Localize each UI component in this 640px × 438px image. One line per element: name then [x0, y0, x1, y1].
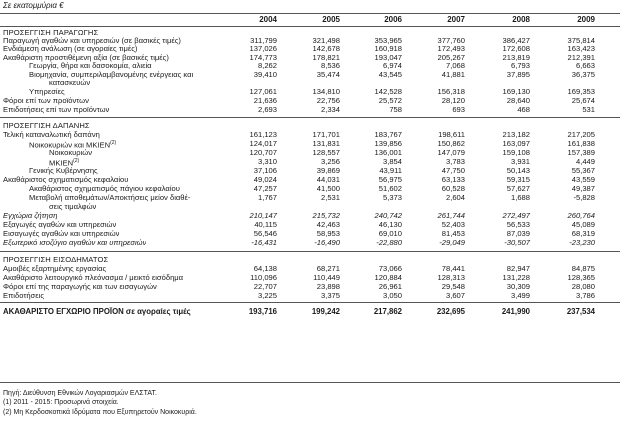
footnote-line: (1) 2011 - 2015: Προσωρινά στοιχεία. — [3, 399, 119, 406]
cell-value-2008: 28,640 — [506, 96, 530, 105]
table-caption: Σε εκατομμύρια € — [3, 1, 64, 10]
row-label: Ακαθάριστος σχηματισμός κεφαλαίου — [3, 175, 129, 184]
cell-value-2005: 68,271 — [316, 264, 340, 273]
cell-value-2006: 120,884 — [374, 273, 402, 282]
cell-value-2006: 6,974 — [382, 61, 402, 70]
cell-value-2005: 3,256 — [320, 157, 340, 166]
cell-value-2006: 160,918 — [374, 44, 402, 53]
table-row — [0, 202, 620, 211]
cell-value-2006: 26,961 — [378, 282, 402, 291]
cell-value-2004: 311,799 — [250, 36, 277, 45]
cell-value-2009: 25,674 — [571, 96, 595, 105]
cell-value-2005: 131,831 — [312, 139, 340, 148]
cell-value-2005: 44,031 — [316, 175, 340, 184]
cell-value-2009: 212,391 — [567, 53, 595, 62]
table-row — [0, 229, 620, 238]
cell-value-2009: 68,319 — [571, 229, 595, 238]
cell-value-2008: -30,507 — [504, 238, 530, 247]
row-label: Εισαγωγές αγαθών και υπηρεσιών — [3, 229, 120, 238]
year-header: 2009 — [577, 15, 595, 24]
cell-value-2006: 73,066 — [378, 264, 402, 273]
row-label: ΠΡΟΣΕΓΓΙΣΗ ΠΑΡΑΓΩΓΗΣ — [3, 28, 99, 37]
cell-value-2009: 55,367 — [571, 166, 595, 175]
cell-value-2007: 28,120 — [441, 96, 465, 105]
cell-value-2004: 22,707 — [253, 282, 277, 291]
cell-value-2008: 37,895 — [506, 70, 530, 79]
row-label: ΜΚΙΕΝ$^{(2)}$ — [49, 158, 80, 168]
table-row — [0, 139, 620, 148]
cell-value-2007: 232,695 — [436, 307, 465, 316]
year-header: 2005 — [322, 15, 340, 24]
cell-value-2005: 2,531 — [320, 193, 340, 202]
row-label: Νοικοκυριών — [49, 148, 93, 157]
row-label: Φόροι επί της παραγωγής και των εισαγωγών — [3, 282, 157, 291]
row-label: Παραγωγή αγαθών και υπηρεσιών (σε βασικές τιμές) — [3, 36, 181, 45]
cell-value-2004: 1,767 — [257, 193, 277, 202]
table-row — [0, 238, 620, 247]
cell-value-2008: 241,990 — [501, 307, 530, 316]
table-row — [0, 211, 620, 220]
cell-value-2009: -23,230 — [569, 238, 595, 247]
cell-value-2008: 30,309 — [506, 282, 530, 291]
cell-value-2006: 46,130 — [378, 220, 402, 229]
section-divider — [0, 251, 620, 252]
footnote-line: Πηγή: Διεύθυνση Εθνικών Λογαριασμών ΕΛΣΤΑΤ. — [3, 390, 157, 397]
section-divider — [0, 117, 620, 118]
cell-value-2005: 58,953 — [316, 229, 340, 238]
cell-value-2005: 23,898 — [316, 282, 340, 291]
cell-value-2004: 40,115 — [254, 220, 277, 229]
cell-value-2004: 120,707 — [249, 148, 277, 157]
cell-value-2006: 193,047 — [374, 53, 402, 62]
cell-value-2006: 25,572 — [378, 96, 402, 105]
table-row — [0, 220, 620, 229]
cell-value-2007: 63,133 — [441, 175, 465, 184]
cell-value-2008: 163,097 — [502, 139, 530, 148]
table-row — [0, 44, 620, 53]
cell-value-2007: 198,611 — [438, 130, 465, 139]
cell-value-2008: 59,315 — [506, 175, 530, 184]
cell-value-2005: 110,449 — [313, 273, 340, 282]
cell-value-2009: 4,449 — [575, 157, 595, 166]
cell-value-2008: 50,143 — [506, 166, 530, 175]
cell-value-2004: 21,636 — [253, 96, 277, 105]
year-header: 2008 — [512, 15, 530, 24]
cell-value-2009: 45,089 — [571, 220, 595, 229]
cell-value-2009: 169,353 — [567, 87, 595, 96]
cell-value-2004: 110,096 — [250, 273, 277, 282]
cell-value-2008: 56,533 — [506, 220, 530, 229]
row-label: Ακαθάριστο λειτουργικό πλεόνασμα / μεικτό εισόδημα — [3, 273, 184, 282]
cell-value-2009: 43,559 — [571, 175, 595, 184]
year-header: 2004 — [259, 15, 277, 24]
table-bottom-rule — [0, 382, 620, 383]
cell-value-2007: 377,760 — [437, 36, 465, 45]
section-heading-row — [0, 121, 620, 130]
cell-value-2006: 69,010 — [378, 229, 402, 238]
table-row — [0, 105, 620, 114]
row-label: Αμοιβές εξαρτημένης εργασίας — [3, 264, 107, 273]
cell-value-2004: 3,310 — [257, 157, 277, 166]
cell-value-2004: 64,138 — [253, 264, 277, 273]
row-label: ΠΡΟΣΕΓΓΙΣΗ ΕΙΣΟΔΗΜΑΤΟΣ — [3, 255, 109, 264]
cell-value-2007: 150,862 — [437, 139, 465, 148]
cell-value-2005: 178,821 — [312, 53, 340, 62]
cell-value-2004: 3,225 — [257, 291, 277, 300]
cell-value-2009: 237,534 — [566, 307, 595, 316]
table-row — [0, 273, 620, 282]
row-label: Επιδοτήσεις επί των προϊόντων — [3, 105, 110, 114]
cell-value-2009: 36,375 — [571, 70, 595, 79]
row-label: Νοικοκυριών και ΜΚΙΕΝ$^{(2)}$ — [29, 140, 117, 150]
cell-value-2004: 39,410 — [253, 70, 277, 79]
cell-value-2009: 163,423 — [567, 44, 595, 53]
cell-value-2008: 1,688 — [510, 193, 530, 202]
cell-value-2006: -22,880 — [376, 238, 402, 247]
table-row — [0, 282, 620, 291]
cell-value-2006: 183,767 — [374, 130, 402, 139]
cell-value-2006: 142,528 — [374, 87, 402, 96]
cell-value-2007: 3,783 — [445, 157, 465, 166]
cell-value-2009: 217,205 — [567, 130, 595, 139]
cell-value-2006: 136,001 — [374, 148, 402, 157]
cell-value-2008: 82,947 — [506, 264, 530, 273]
table-row — [0, 78, 620, 87]
row-label: Επιδοτήσεις — [3, 291, 44, 300]
cell-value-2006: 3,050 — [382, 291, 402, 300]
cell-value-2009: 260,764 — [567, 211, 595, 220]
cell-value-2007: 7,068 — [445, 61, 465, 70]
cell-value-2006: 5,373 — [382, 193, 402, 202]
table-row — [0, 193, 620, 202]
cell-value-2005: 199,242 — [311, 307, 340, 316]
cell-value-2009: 375,814 — [567, 36, 595, 45]
row-label: Εξωτερικό ισοζύγιο αγαθών και υπηρεσιών — [3, 238, 147, 247]
row-label: Βιομηχανία, συμπεριλαμβανομένης ενέργειας και — [29, 70, 194, 79]
cell-value-2007: 205,267 — [437, 53, 465, 62]
cell-value-2009: -5,828 — [573, 193, 595, 202]
year-header-row — [0, 13, 620, 27]
cell-value-2004: 49,024 — [253, 175, 277, 184]
cell-value-2004: -16,431 — [251, 238, 277, 247]
cell-value-2006: 56,975 — [378, 175, 402, 184]
cell-value-2007: 41,881 — [441, 70, 465, 79]
row-label: Γενικής Κυβέρνησης — [29, 166, 98, 175]
cell-value-2007: 78,441 — [441, 264, 465, 273]
cell-value-2005: 215,732 — [312, 211, 340, 220]
cell-value-2005: -16,490 — [314, 238, 340, 247]
table-row — [0, 130, 620, 139]
cell-value-2008: 6,793 — [510, 61, 530, 70]
cell-value-2005: 128,557 — [312, 148, 340, 157]
cell-value-2009: 161,838 — [567, 139, 595, 148]
cell-value-2006: 353,965 — [374, 36, 402, 45]
row-label: ΠΡΟΣΕΓΓΙΣΗ ΔΑΠΑΝΗΣ — [3, 121, 90, 130]
cell-value-2006: 139,856 — [374, 139, 402, 148]
cell-value-2005: 39,869 — [316, 166, 340, 175]
table-row — [0, 184, 620, 193]
total-row — [0, 307, 620, 316]
cell-value-2008: 272,497 — [502, 211, 530, 220]
footnote-line: (2) Μη Κερδοσκοπικά Ιδρύματα που Εξυπηρετούν Νοικοκυριά. — [3, 409, 197, 416]
cell-value-2008: 468 — [517, 105, 530, 114]
cell-value-2005: 35,474 — [316, 70, 340, 79]
cell-value-2008: 169,130 — [502, 87, 530, 96]
cell-value-2008: 57,627 — [506, 184, 530, 193]
cell-value-2006: 43,911 — [379, 166, 402, 175]
row-label: Υπηρεσίες — [29, 87, 65, 96]
cell-value-2009: 3,786 — [575, 291, 595, 300]
cell-value-2009: 157,389 — [567, 148, 595, 157]
table-row — [0, 96, 620, 105]
cell-value-2006: 3,854 — [382, 157, 402, 166]
row-label: σεις τιμαλφών — [49, 202, 97, 211]
cell-value-2009: 128,365 — [567, 273, 595, 282]
cell-value-2007: 47,750 — [441, 166, 465, 175]
row-label: Εξαγωγές αγαθών και υπηρεσιών — [3, 220, 117, 229]
cell-value-2007: 60,528 — [441, 184, 465, 193]
cell-value-2009: 28,080 — [571, 282, 595, 291]
row-label: Τελική καταναλωτική δαπάνη — [3, 130, 100, 139]
row-label: ΑΚΑΘΑΡΙΣΤΟ ΕΓΧΩΡΙΟ ΠΡΟΪΟΝ σε αγοραίες τιμές — [3, 307, 191, 316]
cell-value-2006: 217,862 — [373, 307, 402, 316]
cell-value-2007: 29,548 — [441, 282, 465, 291]
cell-value-2008: 87,039 — [506, 229, 530, 238]
cell-value-2006: 240,742 — [374, 211, 402, 220]
cell-value-2004: 37,106 — [253, 166, 277, 175]
cell-value-2004: 2,693 — [257, 105, 277, 114]
footnote-marker: (2) — [110, 140, 117, 146]
cell-value-2004: 8,262 — [257, 61, 277, 70]
cell-value-2008: 3,499 — [510, 291, 530, 300]
row-label: κατασκευών — [49, 78, 91, 87]
table-row — [0, 148, 620, 157]
row-label: Ακαθάριστη προστιθέμενη αξία (σε βασικές τιμές) — [3, 53, 169, 62]
cell-value-2006: 43,545 — [378, 70, 402, 79]
table-row — [0, 291, 620, 300]
cell-value-2007: -29,049 — [439, 238, 465, 247]
cell-value-2009: 531 — [582, 105, 595, 114]
cell-value-2008: 386,427 — [502, 36, 530, 45]
cell-value-2006: 51,602 — [378, 184, 402, 193]
cell-value-2004: 56,546 — [253, 229, 277, 238]
cell-value-2005: 134,810 — [312, 87, 340, 96]
cell-value-2008: 213,819 — [502, 53, 530, 62]
cell-value-2005: 321,498 — [312, 36, 340, 45]
cell-value-2009: 49,387 — [571, 184, 595, 193]
cell-value-2004: 124,017 — [249, 139, 277, 148]
cell-value-2008: 131,228 — [502, 273, 530, 282]
cell-value-2009: 84,875 — [571, 264, 595, 273]
cell-value-2007: 52,403 — [441, 220, 465, 229]
cell-value-2005: 142,678 — [312, 44, 340, 53]
table-row — [0, 175, 620, 184]
row-label: Μεταβολή αποθεμάτων/Αποκτήσεις μείον διαθέ- — [29, 193, 191, 202]
row-label: Ενδιάμεση ανάλωση (σε αγοραίες τιμές) — [3, 44, 138, 53]
cell-value-2005: 22,756 — [316, 96, 340, 105]
cell-value-2009: 6,663 — [575, 61, 595, 70]
cell-value-2007: 261,744 — [437, 211, 465, 220]
section-heading-row — [0, 255, 620, 264]
cell-value-2007: 81,453 — [441, 229, 465, 238]
cell-value-2005: 8,536 — [320, 61, 340, 70]
row-label: Φόροι επί των προϊόντων — [3, 96, 89, 105]
cell-value-2005: 171,701 — [312, 130, 340, 139]
cell-value-2007: 147,079 — [437, 148, 465, 157]
cell-value-2007: 156,318 — [437, 87, 465, 96]
footnote-marker: (2) — [73, 158, 80, 164]
year-header: 2006 — [384, 15, 402, 24]
cell-value-2006: 758 — [389, 105, 402, 114]
table-row — [0, 157, 620, 166]
cell-value-2004: 210,147 — [249, 211, 277, 220]
cell-value-2008: 3,931 — [510, 157, 530, 166]
table-row — [0, 61, 620, 70]
cell-value-2008: 172,608 — [502, 44, 530, 53]
cell-value-2005: 41,500 — [316, 184, 340, 193]
cell-value-2005: 3,375 — [320, 291, 340, 300]
row-label: Ακαθάριστος σχηματισμός πάγιου κεφαλαίου — [29, 184, 180, 193]
cell-value-2004: 137,026 — [249, 44, 277, 53]
row-label: Εγχώρια ζήτηση — [3, 211, 58, 220]
cell-value-2004: 193,716 — [248, 307, 277, 316]
cell-value-2007: 2,604 — [445, 193, 465, 202]
row-label: Γεωργία, θήρα και δασοκομία, αλιεία — [29, 61, 152, 70]
cell-value-2004: 127,061 — [249, 87, 277, 96]
cell-value-2004: 161,123 — [249, 130, 277, 139]
cell-value-2004: 47,257 — [253, 184, 277, 193]
cell-value-2007: 128,313 — [437, 273, 465, 282]
cell-value-2007: 693 — [452, 105, 465, 114]
cell-value-2008: 213,182 — [502, 130, 530, 139]
cell-value-2007: 172,493 — [437, 44, 465, 53]
section-divider — [0, 302, 620, 303]
cell-value-2004: 174,773 — [249, 53, 277, 62]
cell-value-2005: 2,334 — [320, 105, 340, 114]
table-row — [0, 87, 620, 96]
table-row — [0, 264, 620, 273]
cell-value-2005: 42,463 — [316, 220, 340, 229]
cell-value-2007: 3,607 — [445, 291, 465, 300]
table-row — [0, 166, 620, 175]
year-header: 2007 — [447, 15, 465, 24]
cell-value-2008: 159,108 — [502, 148, 530, 157]
